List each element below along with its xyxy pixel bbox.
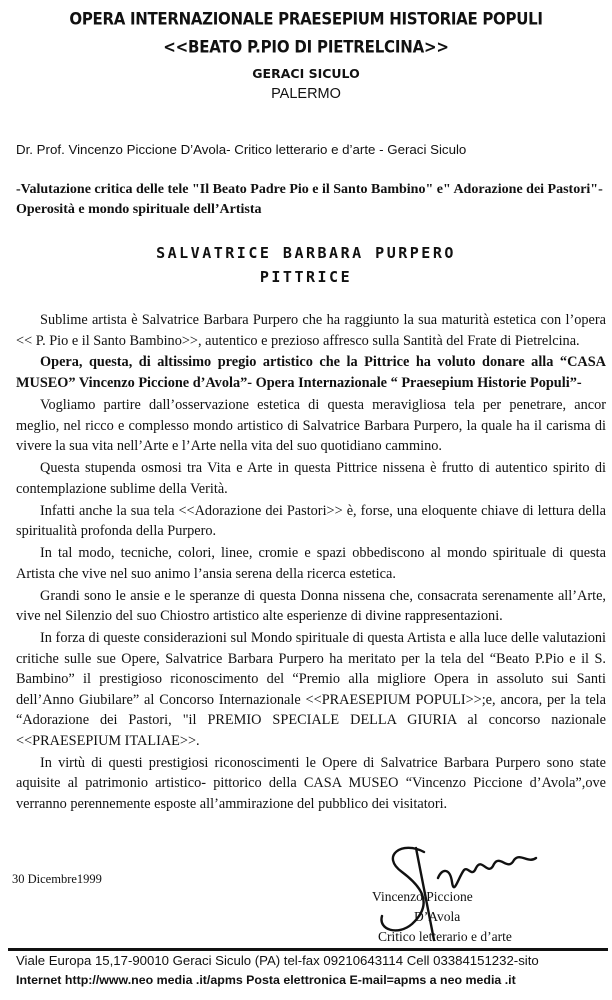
body-paragraph: Sublime artista è Salvatrice Barbara Purpero che ha raggiunto la sua maturità estetica con l’opera << P. Pio e il Santo Bambino>>, autentico e prezioso affresco sulla Santità del Frate di Pietrelcina. [16,312,606,349]
header-dedication: <<BEATO P.PIO DI PIETRELCINA>> [163,37,449,57]
document-date: 30 Dicembre1999 [12,872,102,886]
document-subtitle: -Valutazione critica delle tele "Il Beato Padre Pio e il Santo Bambino" e" Adorazione dei Pastori"- Operosità e mondo spirituale dell’Artista [16,182,603,217]
body-paragraph: In tal modo, tecniche, colori, linee, cromie e spazi obbediscono al mondo spirituale di questa Artista che vive nel suo animo l’ansia serena della ricerca estetica. [16,545,606,582]
artist-role: PITTRICE [259,268,353,286]
footer-contact: Internet http://www.neo media .it/apms Posta elettronica E-mail=apms a neo media .it [16,973,516,987]
artist-name: SALVATRICE BARBARA PURPERO [156,244,456,262]
header-organization: OPERA INTERNAZIONALE PRAESEPIUM HISTORIAE POPULI [69,9,543,29]
body-text [16,310,606,816]
body-paragraph: Questa stupenda osmosi tra Vita e Arte in questa Pittrice nissena è frutto di autentico spirito di contemplazione sublime della Verità. [16,460,606,497]
signature-surname: D’Avola [414,909,461,924]
footer-divider [8,948,608,951]
header-town: GERACI SICULO [252,66,360,81]
signature-title: Critico letterario e d’arte [378,929,512,944]
author-line: Dr. Prof. Vincenzo Piccione D’Avola- Critico letterario e d’arte - Geraci Siculo [16,142,467,157]
footer-address: Viale Europa 15,17-90010 Geraci Siculo (PA) tel-fax 09210643114 Cell 03384151232-sito [16,953,539,968]
body-paragraph: Vogliamo partire dall’osservazione estetica di questa meravigliosa tela per penetrare, ancor meglio, nel ricco e complesso mondo artistico di Salvatrice Barbara Purpero, la quale ha il carisma di vivere la sua vita nell’Arte e l’Arte nella vita del suo quotidiano cammino. [16,396,606,455]
body-paragraph: Opera, questa, di altissimo pregio artistico che la Pittrice ha voluto donare alla “CASA MUSEO” Vincenzo Piccione d’Avola”- Opera Internazionale “ Praesepium Historie Populi”- [16,354,606,392]
signature-name: Vincenzo Piccione [372,889,473,904]
body-paragraph: Infatti anche la sua tela <<Adorazione dei Pastori>> è, forse, una eloquente chiave di lettura della spiritualità profonda della Purpero. [16,502,606,540]
body-paragraph: Grandi sono le ansie e le speranze di questa Donna nissena che, consacrata serenamente all’Arte, vive nel Silenzio del suo Chiostro artistico alte esperienze di divine rappresentazioni. [16,587,606,625]
header-city: PALERMO [271,86,341,102]
body-paragraph: In virtù di questi prestigiosi riconoscimenti le Opere di Salvatrice Barbara Purpero sono state aquisite al patrimonio artistico- pittorico della CASA MUSEO “Vincenzo Piccione d’Avola”,ove verranno perennemente esposte all’ammirazione del pubblico dei visitatori. [16,754,606,813]
body-paragraph: In forza di queste considerazioni sul Mondo spirituale di questa Artista e alla luce delle valutazioni critiche sulle sue Opere, Salvatrice Barbara Purpero ha meritato per la tela del “Beato P.Pio e il S. Bambino” il prestigioso riconoscimento del “Premio alla migliore Opera in assoluto sui Santi dell’Anno Giubilare” al Concorso Internazionale <<PRAESEPIUM POPULI>>;e, ancora, per la tela “Adorazione dei Pastori, "il PREMIO SPECIALE DELLA GIURIA al concorso nazionale <<PRAESEPIUM ITALIAE>>. [16,629,606,749]
